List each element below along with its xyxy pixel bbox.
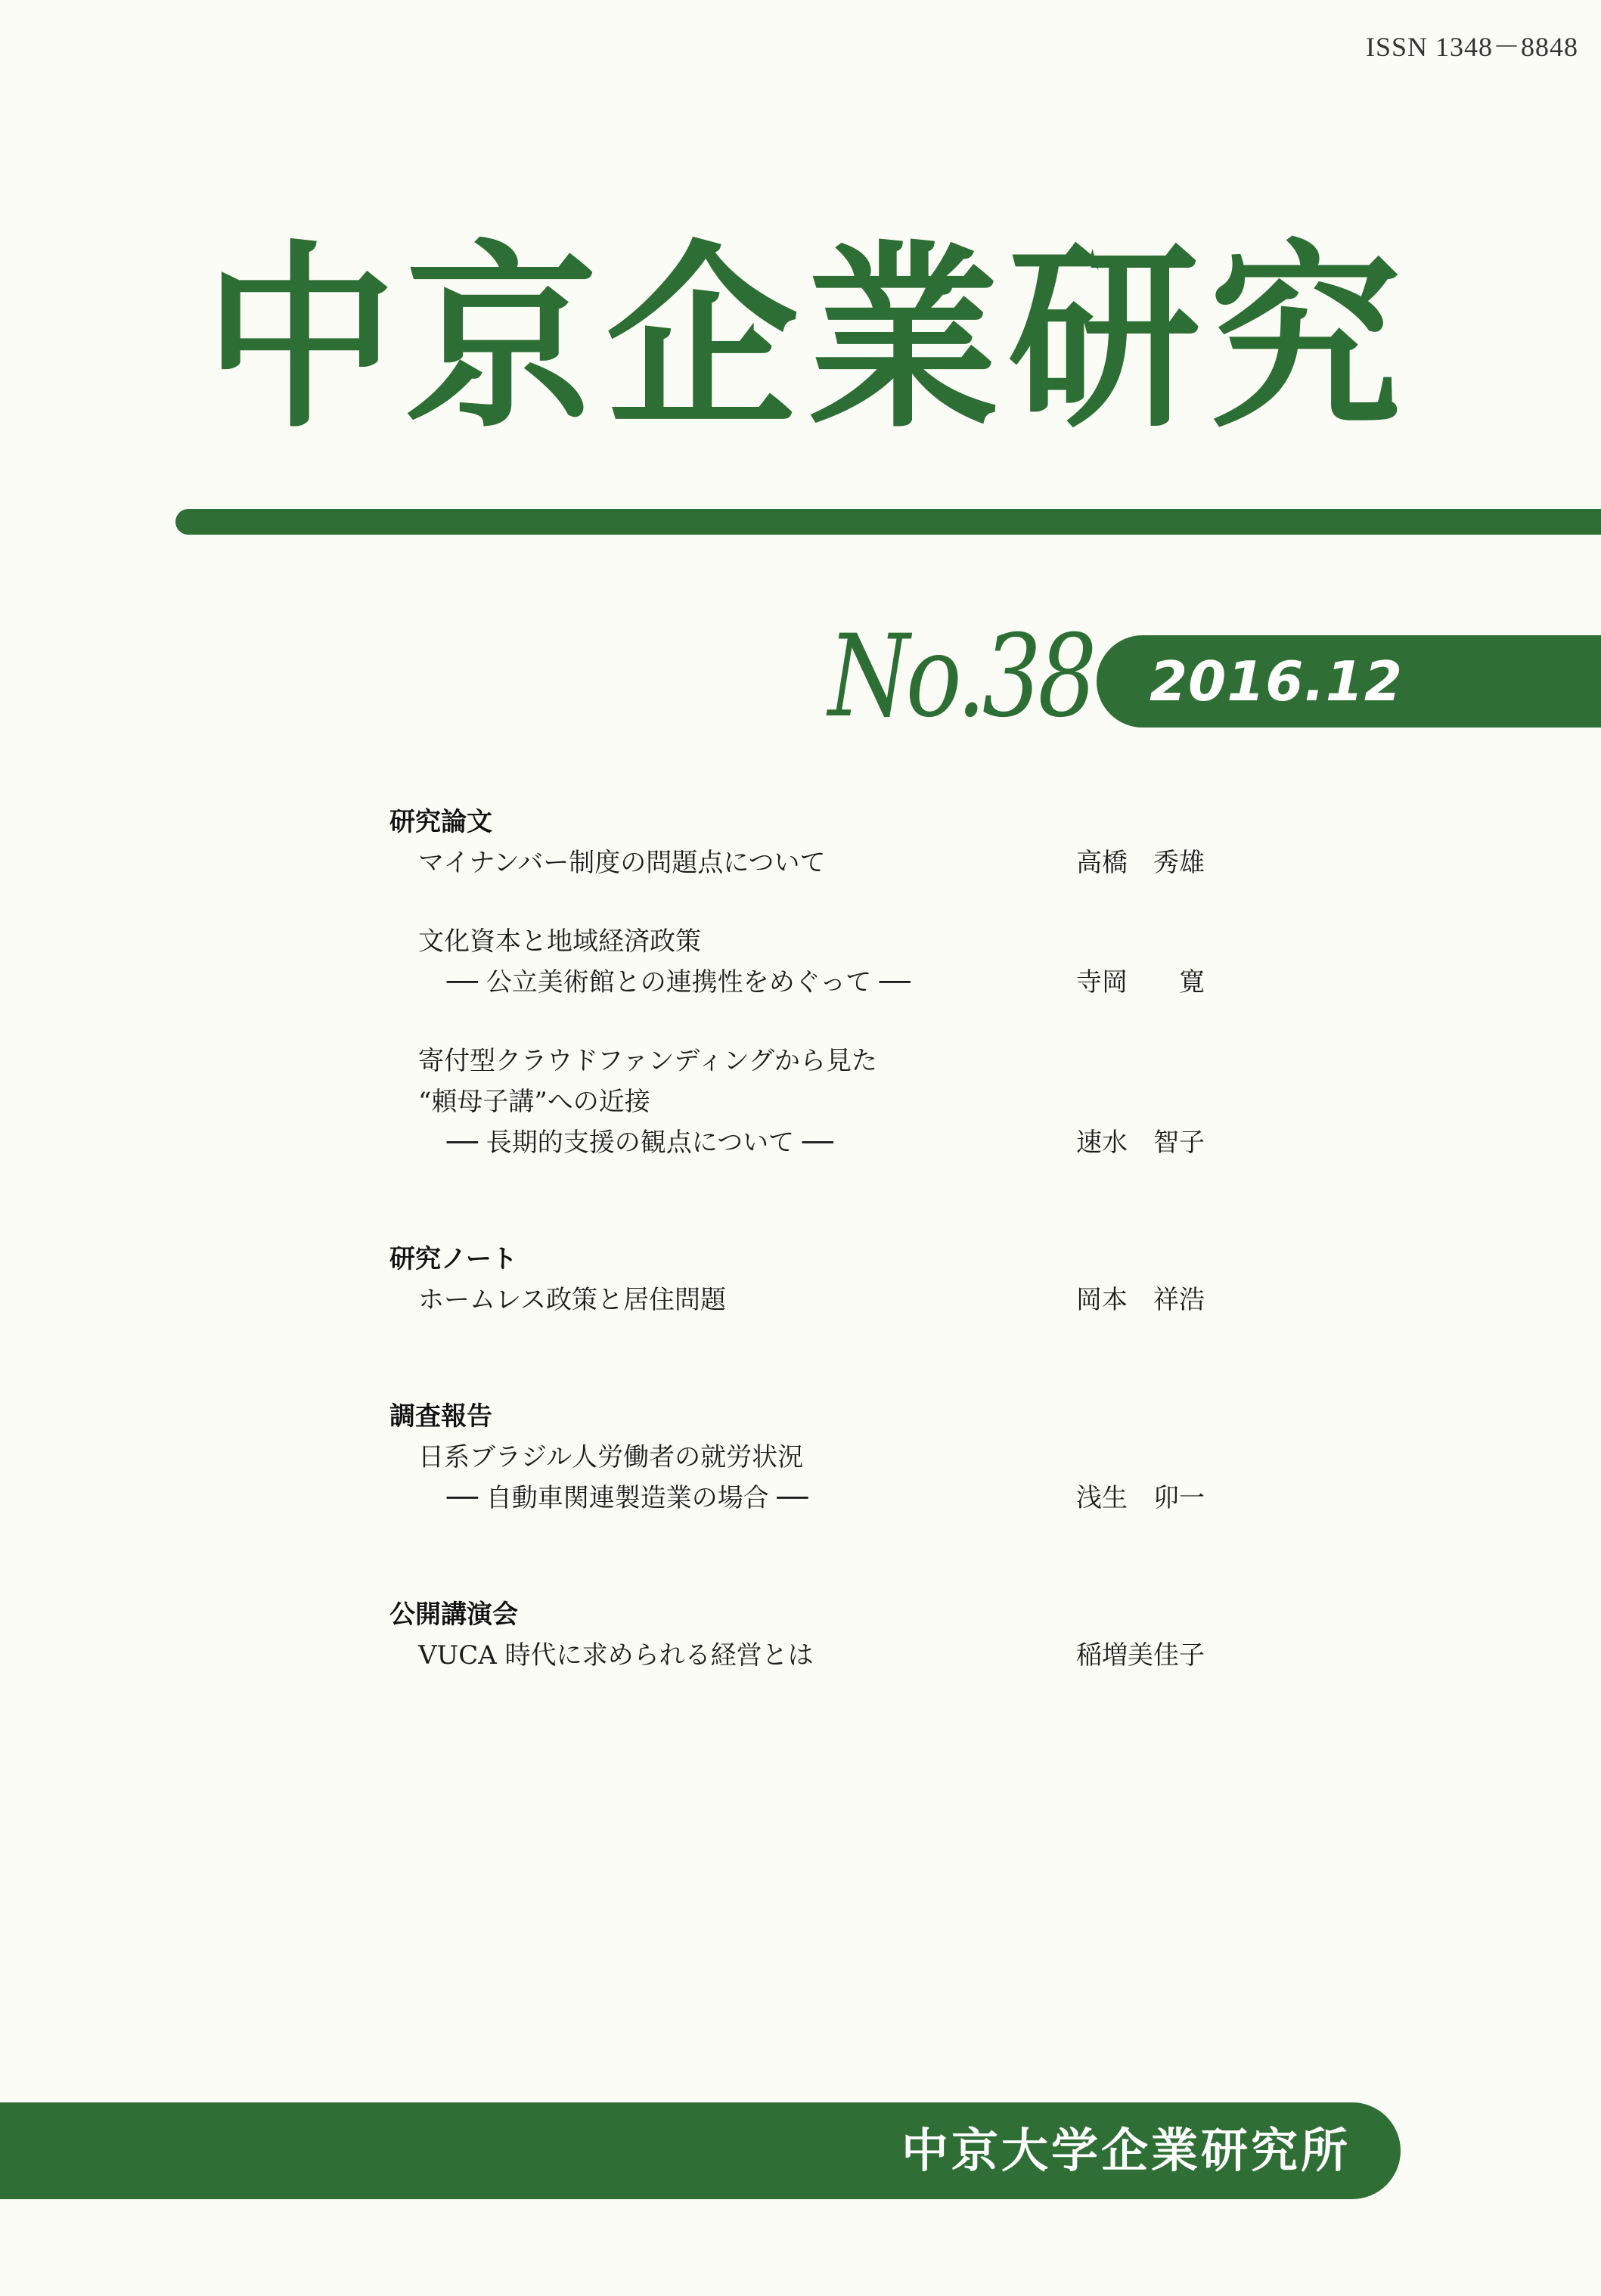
title-rule <box>175 509 1601 535</box>
article-author: 岡本 祥浩 <box>1076 1285 1205 1315</box>
journal-title: 中京企業研究 <box>204 224 1410 455</box>
article-title: マイナンバー制度の問題点について <box>418 848 826 878</box>
publisher-band <box>0 2102 1401 2199</box>
issue-number: No.38 <box>828 611 1094 743</box>
article-subtitle: ── 長期的支援の観点について ── <box>447 1128 833 1158</box>
issue-date-band <box>1097 635 1601 728</box>
article-title: VUCA 時代に求められる経営とは <box>418 1640 814 1671</box>
section-public-lecture <box>389 1594 1297 1676</box>
article-author: 寺岡 寛 <box>1076 967 1205 998</box>
article-title: 文化資本と地域経済政策 <box>418 926 701 957</box>
section-research-papers <box>389 802 1297 1163</box>
section-title: 調査報告 <box>389 1401 492 1432</box>
article-author: 速水 智子 <box>1076 1128 1205 1158</box>
issue-date: 2016.12 <box>1150 650 1403 713</box>
section-title: 研究ノート <box>389 1244 517 1274</box>
list-item <box>418 921 1297 1003</box>
article-title-continued: “頼母子講”への近接 <box>418 1087 650 1117</box>
article-title: 寄付型クラウドファンディングから見た <box>418 1046 877 1076</box>
list-item <box>418 1041 1297 1163</box>
article-title: 日系ブラジル人労働者の就労状況 <box>418 1442 804 1472</box>
publisher-name: 中京大学企業研究所 <box>901 2123 1351 2178</box>
list-item <box>418 1635 1297 1676</box>
list-item <box>418 1280 1297 1320</box>
section-research-notes <box>389 1239 1297 1320</box>
list-item <box>418 842 1297 883</box>
article-subtitle: ── 自動車関連製造業の場合 ── <box>447 1483 808 1513</box>
article-author: 高橋 秀雄 <box>1076 848 1205 878</box>
section-title: 公開講演会 <box>389 1599 518 1630</box>
section-title: 研究論文 <box>389 807 492 837</box>
article-title: ホームレス政策と居住問題 <box>418 1285 726 1315</box>
issn-number: ISSN 1348－8848 <box>1365 32 1578 62</box>
article-author: 稲増美佳子 <box>1076 1640 1205 1671</box>
list-item <box>418 1437 1297 1519</box>
article-subtitle: ── 公立美術館との連携性をめぐって ── <box>447 967 911 998</box>
section-survey-reports <box>389 1396 1297 1519</box>
article-author: 浅生 卯一 <box>1076 1483 1205 1513</box>
table-of-contents <box>389 802 1297 1751</box>
